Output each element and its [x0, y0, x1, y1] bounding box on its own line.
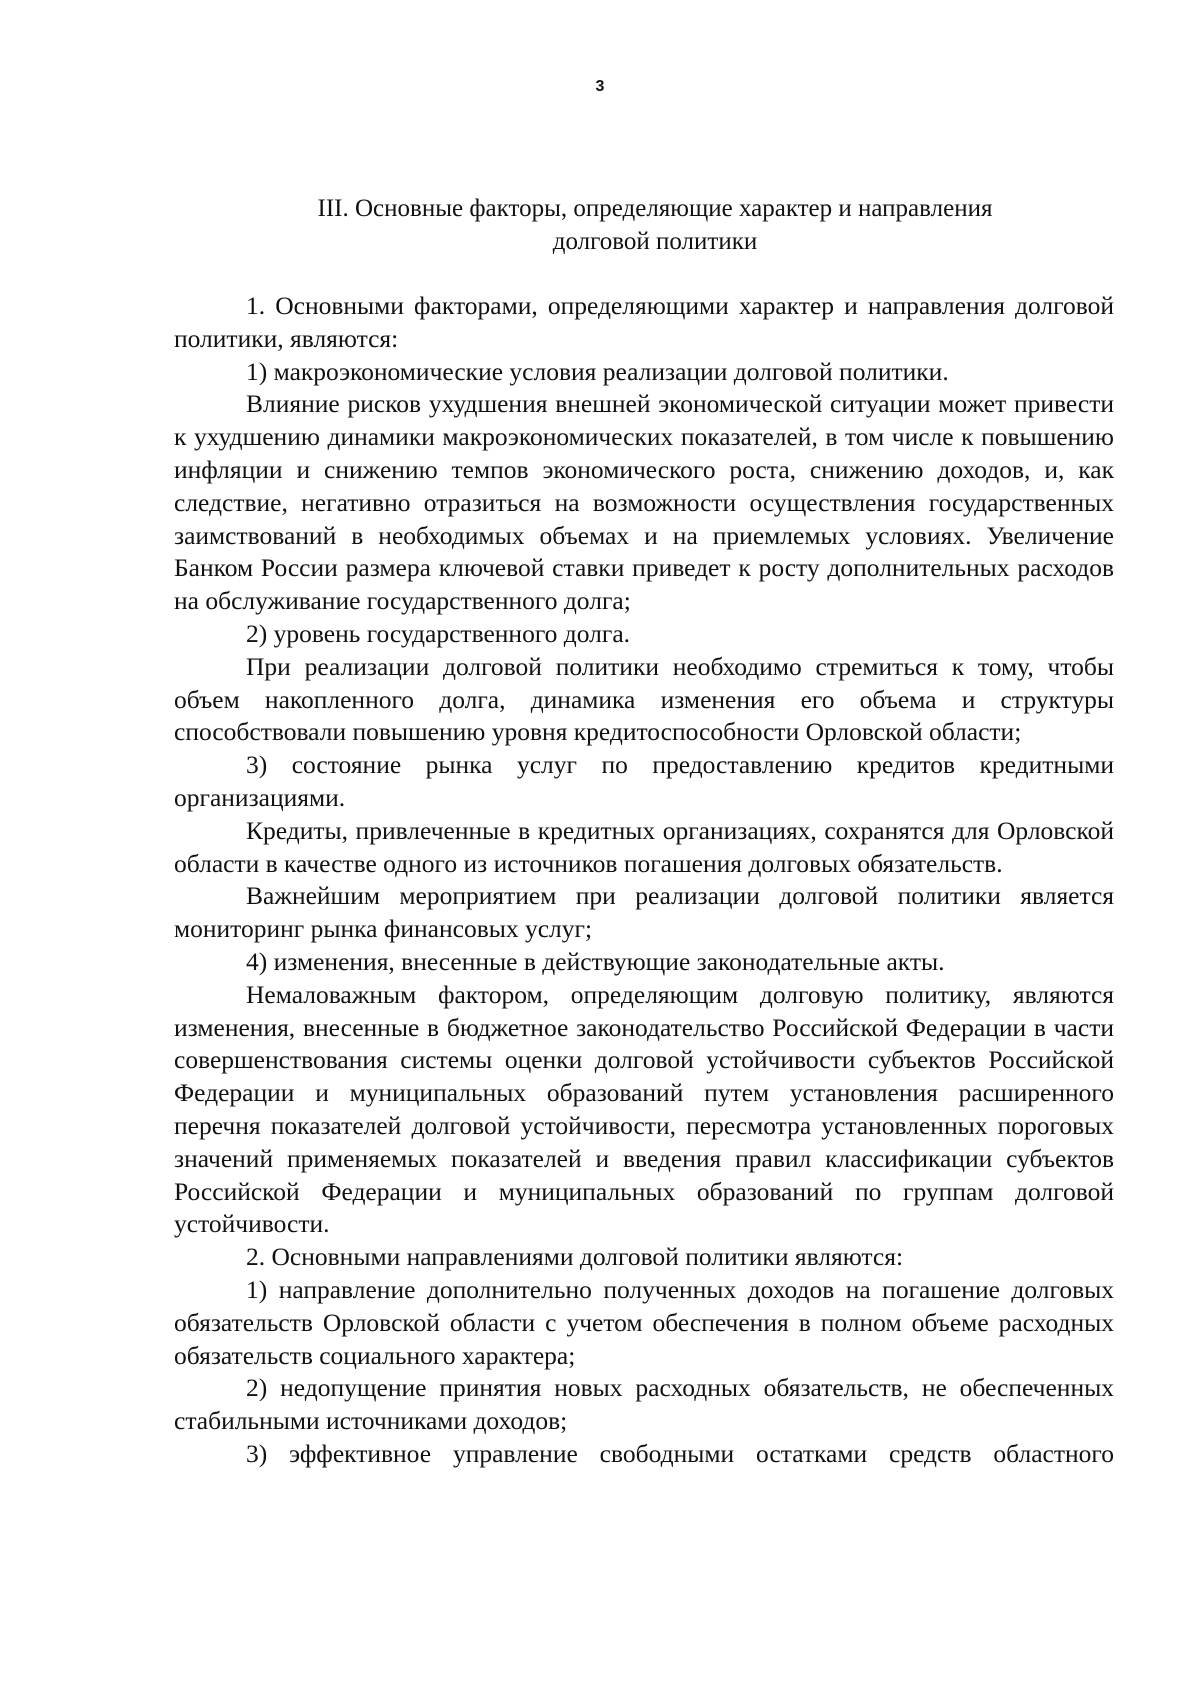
section-heading	[255, 192, 1055, 258]
paragraph-factors-intro: 1. Основными факторами, определяющими характер и направления долговой политики, являются:	[174, 291, 1114, 353]
paragraph-direction-2: 2) недопущение принятия новых расходных обязательств, не обеспеченных стабильными источниками доходов;	[174, 1373, 1114, 1436]
paragraph-debt-level: При реализации долговой политики необходимо стремиться к тому, чтобы объем накопленного долга, динамика изменения его объема и структуры способствовали повышению уровня кредитоспособности Орловской области;	[174, 651, 1114, 747]
document-body	[174, 290, 1114, 1471]
paragraph-risks: Влияние рисков ухудшения внешней экономической ситуации может привести к ухудшению динамики макроэкономических показателей, в том числе к повышению инфляции и снижению темпов экономического роста, снижению доходов, и, как следствие, негативно отразиться на возможности осуществления государственных заимствований в необходимых объемах и на приемлемых условиях. Увеличение Банком России размера ключевой ставки приведет к росту дополнительных расходов на обслуживание государственного долга;	[174, 389, 1114, 616]
section-heading-line-1: III. Основные факторы, определяющие характер и направления	[317, 195, 993, 222]
paragraph-factor-2: 2) уровень государственного долга.	[246, 618, 631, 648]
paragraph-legislation: Немаловажным фактором, определяющим долговую политику, являются изменения, внесенные в бюджетное законодательство Российской Федерации в части совершенствования системы оценки долговой устойчивости субъектов Российской Федерации и муниципальных образований путем установления расширенного перечня показателей долговой устойчивости, пересмотра установленных пороговых значений применяемых показателей и введения правил классификации субъектов Российской Федерации и муниципальных образований по группам долговой устойчивости.	[174, 979, 1114, 1239]
page-number: 3	[595, 78, 605, 95]
paragraph-direction-3: 3) эффективное управление свободными остатками средств областного	[246, 1438, 1114, 1468]
paragraph-monitoring: Важнейшим мероприятием при реализации долговой политики является мониторинг рынка финансовых услуг;	[174, 881, 1114, 944]
paragraph-direction-1: 1) направление дополнительно полученных доходов на погашение долговых обязательств Орловской области с учетом обеспечения в полном объеме расходных обязательств социального характера;	[174, 1274, 1114, 1370]
section-heading-line-2: долговой политики	[552, 228, 758, 255]
paragraph-factor-1: 1) макроэкономические условия реализации долговой политики.	[246, 356, 949, 386]
paragraph-credits: Кредиты, привлеченные в кредитных организациях, сохранятся для Орловской области в качестве одного из источников погашения долговых обязательств.	[174, 815, 1114, 878]
paragraph-factor-3: 3) состояние рынка услуг по предоставлению кредитов кредитными организациями.	[174, 750, 1114, 812]
paragraph-directions-intro: 2. Основными направлениями долговой политики являются:	[246, 1242, 904, 1272]
paragraph-factor-4: 4) изменения, внесенные в действующие законодательные акты.	[246, 946, 945, 976]
